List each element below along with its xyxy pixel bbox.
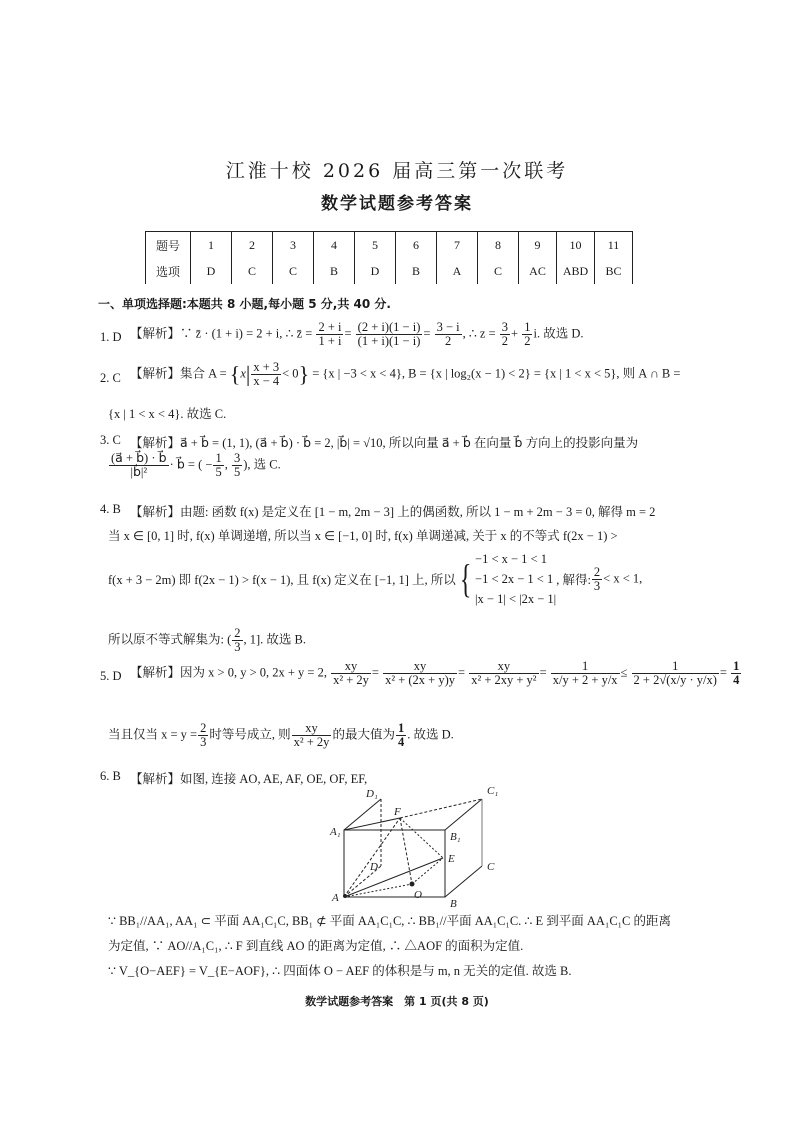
text-fragment: ≤ [620,665,628,680]
text-fragment: 4 [397,735,405,749]
q1-number: 1. D [100,330,122,344]
row-label-answer: 选项 [146,258,191,284]
text-fragment: (a⃗ + b⃗) · b⃗ [111,451,167,465]
text-fragment: |x − 1| < |2x − 1| [475,592,557,606]
text-fragment: (1 + i)(1 − i) [357,334,421,348]
label-o: O [414,889,422,901]
point-a [343,894,347,898]
question-number: 3 [273,232,314,259]
q2-solution-line2: {x | 1 < x < 4}. 故选 C. [108,407,227,421]
label-d1: D₁ [366,788,378,800]
fraction [316,321,343,348]
text-fragment: x² + 2y [293,735,330,749]
fraction [396,722,406,749]
answer-value: D [191,258,232,284]
document-title: 江淮十校 2026 届高三第一次联考 [225,160,569,182]
fraction [383,660,457,687]
text-fragment: 2 [234,626,241,640]
solution-label: 【解析】 [130,436,181,450]
edge-fc1 [400,799,482,818]
solution-label: 【解析】 [130,505,181,519]
question-number: 10 [557,232,595,259]
label-c1: C₁ [487,785,499,797]
text-fragment: 3 [593,578,601,593]
question-number: 2 [232,232,273,259]
text-fragment: x [240,366,246,381]
text-fragment: 5 [233,465,241,479]
text-fragment: x² + 2xy + y² [471,673,537,687]
q6-number: 6. B [100,769,121,783]
text-fragment: 2 [524,334,531,348]
text-fragment: 1 + i [318,334,342,348]
q2-solution: 【解析】集合 A = {x| $\frac{x + 3}{x - 4}$ < 0} = {x | −3 < x < 4}, B = {x | log₂(x − 1) < 2} = {x | 1 < x < 5}, 则 A ∩ B = [130,360,681,388]
answer-table-row-answers [146,258,633,284]
text-fragment: xy [469,660,538,674]
point-o [410,882,415,887]
fraction [292,722,332,749]
q4-solution-line4 [108,627,306,654]
label-f: F [394,806,401,818]
cuboid-figure [320,780,520,910]
edge-bc [445,866,482,897]
fraction [356,321,423,348]
text-fragment: 5 [215,465,222,479]
solution-label: 【解析】 [130,326,181,341]
text-fragment: 当且仅当 x = y = [108,727,198,742]
question-number: 4 [314,232,355,259]
text-fragment: 2 [501,334,509,348]
text-fragment: −1 < 2x − 1 < 1 [475,572,554,586]
text-fragment: = {x | −3 < x < 4}, B = {x | log₂(x − 1) < 2} = {x | 1 < x < 5}, 则 A ∩ B = [312,366,681,381]
q1-solution: 【解析】∵ z̄ · (1 + i) = 2 + i, ∴ z̄ = $\frac{2 + i}{1 + i}$ = $\frac{(2 + i)(1 - i)}{(1 + i)(1 - i)}$ = $\frac{3 - i}{2}$ , ∴ z = $\frac{3}{2}$ + $\frac{1}{2}$ i. 故选 D. [130,320,584,348]
text-fragment: 由题: 函数 f(x) 是定义在 [1 − m, 2m − 3] 上的偶函数, 所以 1 − m + 2m − 3 = 0, 解得 m = 2 [180,505,656,519]
text-fragment: 2 [200,721,207,735]
section-heading: 一、单项选择题:本题共 8 小题,每小题 5 分,共 40 分. [98,297,391,311]
edge-a1d1 [344,799,381,830]
text-fragment: 1 [524,320,531,334]
q1-text: ∵ z̄ · (1 + i) = 2 + i, ∴ z̄ = [180,326,313,341]
fraction [435,321,462,348]
label-b: B [450,898,457,910]
text-fragment: 集合 A = [180,366,227,381]
solution-label: 【解析】 [130,772,181,786]
question-number: 6 [396,232,437,259]
answer-value: B [396,258,437,284]
question-number: 8 [478,232,519,259]
fraction [632,660,719,687]
fraction [331,660,371,687]
text-fragment: , [224,457,228,472]
segment-ae [344,858,443,897]
fraction [731,660,741,687]
text-fragment: 因为 x > 0, y > 0, 2x + y = 2, [180,665,327,680]
text-fragment: . 故选 D. [407,727,454,742]
label-d: D [370,861,378,873]
label-a1: A₁ [330,826,341,838]
fraction [198,722,208,749]
row-label-number: 题号 [146,232,191,259]
text-fragment: 2 [444,334,452,348]
text-fragment: 3 [501,320,509,334]
text-fragment: 3 [200,735,207,749]
answer-value: C [232,258,273,284]
text-fragment: 3 [234,640,241,654]
document-subtitle: 数学试题参考答案 [321,194,473,214]
q5-solution: 【解析】因为 x > 0, y > 0, 2x + y = 2, $\frac{xy}{\text{x² + 2y}}$ = $\frac{xy}{\text{x² + (2x + y)y}}$ = $\frac{xy}{\text{x² + 2xy + y²}}$ = $\frac{1}{x/y + 2 + y/x}$ ≤ $\frac{1}{2 + 2√(x/y \cdot y/x)}$ = $\frac{1}{4}$ [130,659,740,687]
q5-solution-line2 [108,722,454,749]
text-fragment: 1 [733,659,740,673]
q5-number: 5. D [100,669,122,683]
answer-value: ABD [557,258,595,284]
inequality-system [475,549,556,609]
label-b1: B₁ [450,831,461,843]
answer-value: A [437,258,478,284]
text-fragment: < x < 1, [603,571,643,586]
text-fragment: + [511,326,519,341]
q2-number: 2. C [100,371,121,385]
text-fragment: (2 + i)(1 − i) [357,320,421,334]
edge-a1f [344,818,400,830]
q6-solution-line4: ∵ V_{O−AEF} = V_{E−AOF}, ∴ 四面体 O − AEF 的体积是与 m, n 无关的定值. 故选 B. [108,964,572,978]
text-fragment: 1 [215,451,222,465]
q3-solution-line2 [108,452,281,479]
text-fragment: , 1]. 故选 B. [243,632,307,647]
fraction [213,452,223,479]
text-fragment: 1 [551,660,620,674]
text-fragment: x² + (2x + y)y [385,673,456,687]
fraction [522,321,532,348]
answer-value: B [314,258,355,284]
text-fragment: , ∴ z = [462,326,496,341]
text-fragment: x − 4 [253,374,280,388]
fraction [251,361,281,388]
text-fragment: 3 − i [436,320,460,334]
text-fragment: , 解得: [556,573,591,587]
answer-table-row-numbers [146,232,633,259]
text-fragment: 如图, 连接 AO, AE, AF, OE, OF, EF, [180,772,368,786]
text-fragment: 2 + 2√(x/y · y/x) [633,673,717,687]
label-c: C [487,861,495,873]
label-e: E [448,853,455,865]
question-number: 11 [595,232,633,259]
text-fragment: x + 3 [253,360,280,374]
fraction [469,660,538,687]
fraction [232,452,242,479]
text-fragment: · b⃗ = ( [169,457,203,472]
question-number: 9 [519,232,557,259]
text-fragment: 1 [397,721,405,735]
solution-label: 【解析】 [130,665,181,680]
text-fragment: a⃗ + b⃗ = (1, 1), (a⃗ + b⃗) · b⃗ = 2, |b⃗| = √10, 所以向量 a⃗ + b⃗ 在向量 b⃗ 方向上的投影向量为 [180,436,639,450]
page-footer: 数学试题参考答案 第 1 页(共 8 页) [305,995,489,1008]
q3-number: 3. C [100,433,121,447]
answer-value: AC [519,258,557,284]
text-fragment: 2 + i [318,320,342,334]
fraction [232,627,242,654]
question-number: 5 [355,232,396,259]
text-fragment: ), 选 C. [243,457,281,472]
q4-solution [130,502,655,520]
text-fragment: x² + 2y [333,673,369,687]
text-fragment: xy [383,660,457,674]
fraction [500,321,510,348]
text-fragment: 1 [632,660,719,674]
text-fragment: −1 < x − 1 < 1 [475,552,547,566]
text-fragment: − [205,457,213,472]
text-fragment: 3 [233,451,241,465]
q6-solution-line2: ∵ BB₁//AA₁, AA₁ ⊂ 平面 AA₁C₁C, BB₁ ⊄ 平面 AA₁C₁C, ∴ BB₁//平面 AA₁C₁C. ∴ E 到平面 AA₁C₁C 的距离 [108,914,671,928]
text-fragment: x/y + 2 + y/x [552,673,618,687]
text-fragment: xy [331,660,371,674]
q4-solution-line2: 当 x ∈ [0, 1] 时, f(x) 单调递增, 所以当 x ∈ [−1, 0] 时, f(x) 单调递减, 关于 x 的不等式 f(2x − 1) > [108,529,618,543]
fraction [551,660,620,687]
text-fragment: |b⃗|² [130,465,148,479]
question-number: 7 [437,232,478,259]
answer-value: D [355,258,396,284]
q3-solution [130,433,638,451]
text-fragment: i. 故选 D. [533,326,584,341]
label-a: A [332,892,339,904]
text-fragment: < 0 [282,366,299,381]
segment-fe [400,818,443,858]
text-fragment: 4 [733,673,740,687]
answer-value: C [273,258,314,284]
answer-value: BC [595,258,633,284]
q4-number: 4. B [100,502,121,516]
q6-solution-line3: 为定值, ∵ AO//A₁C₁, ∴ F 到直线 AO 的距离为定值, ∴ △AOF 的面积为定值. [108,939,524,953]
text-fragment: 的最大值为 [332,727,395,742]
q4-solution-line3: f(x + 3 − 2m) 即 f(2x − 1) > f(x − 1), 且 f(x) 定义在 [−1, 1] 上, 所以{ −1 < x − 1 < 1 −1 < 2x − 1 < 1 |x − 1| < |2x − 1| , 解得: $\frac{2}{3}$ < x < 1, [108,549,642,609]
fraction [592,566,602,593]
text-fragment: f(x + 3 − 2m) 即 f(2x − 1) > f(x − 1), 且 f(x) 定义在 [−1, 1] 上, 所以 [108,573,456,587]
answer-table [145,231,633,284]
solution-label: 【解析】 [130,366,181,381]
text-fragment: 2 [593,564,601,579]
segment-ao [344,884,412,897]
question-number: 1 [191,232,232,259]
text-fragment: 所以原不等式解集为: ( [108,632,232,647]
text-fragment: xy [292,722,332,736]
fraction [109,452,169,479]
answer-value: C [478,258,519,284]
segment-oe [412,858,443,884]
text-fragment: 时等号成立, 则 [209,727,291,742]
